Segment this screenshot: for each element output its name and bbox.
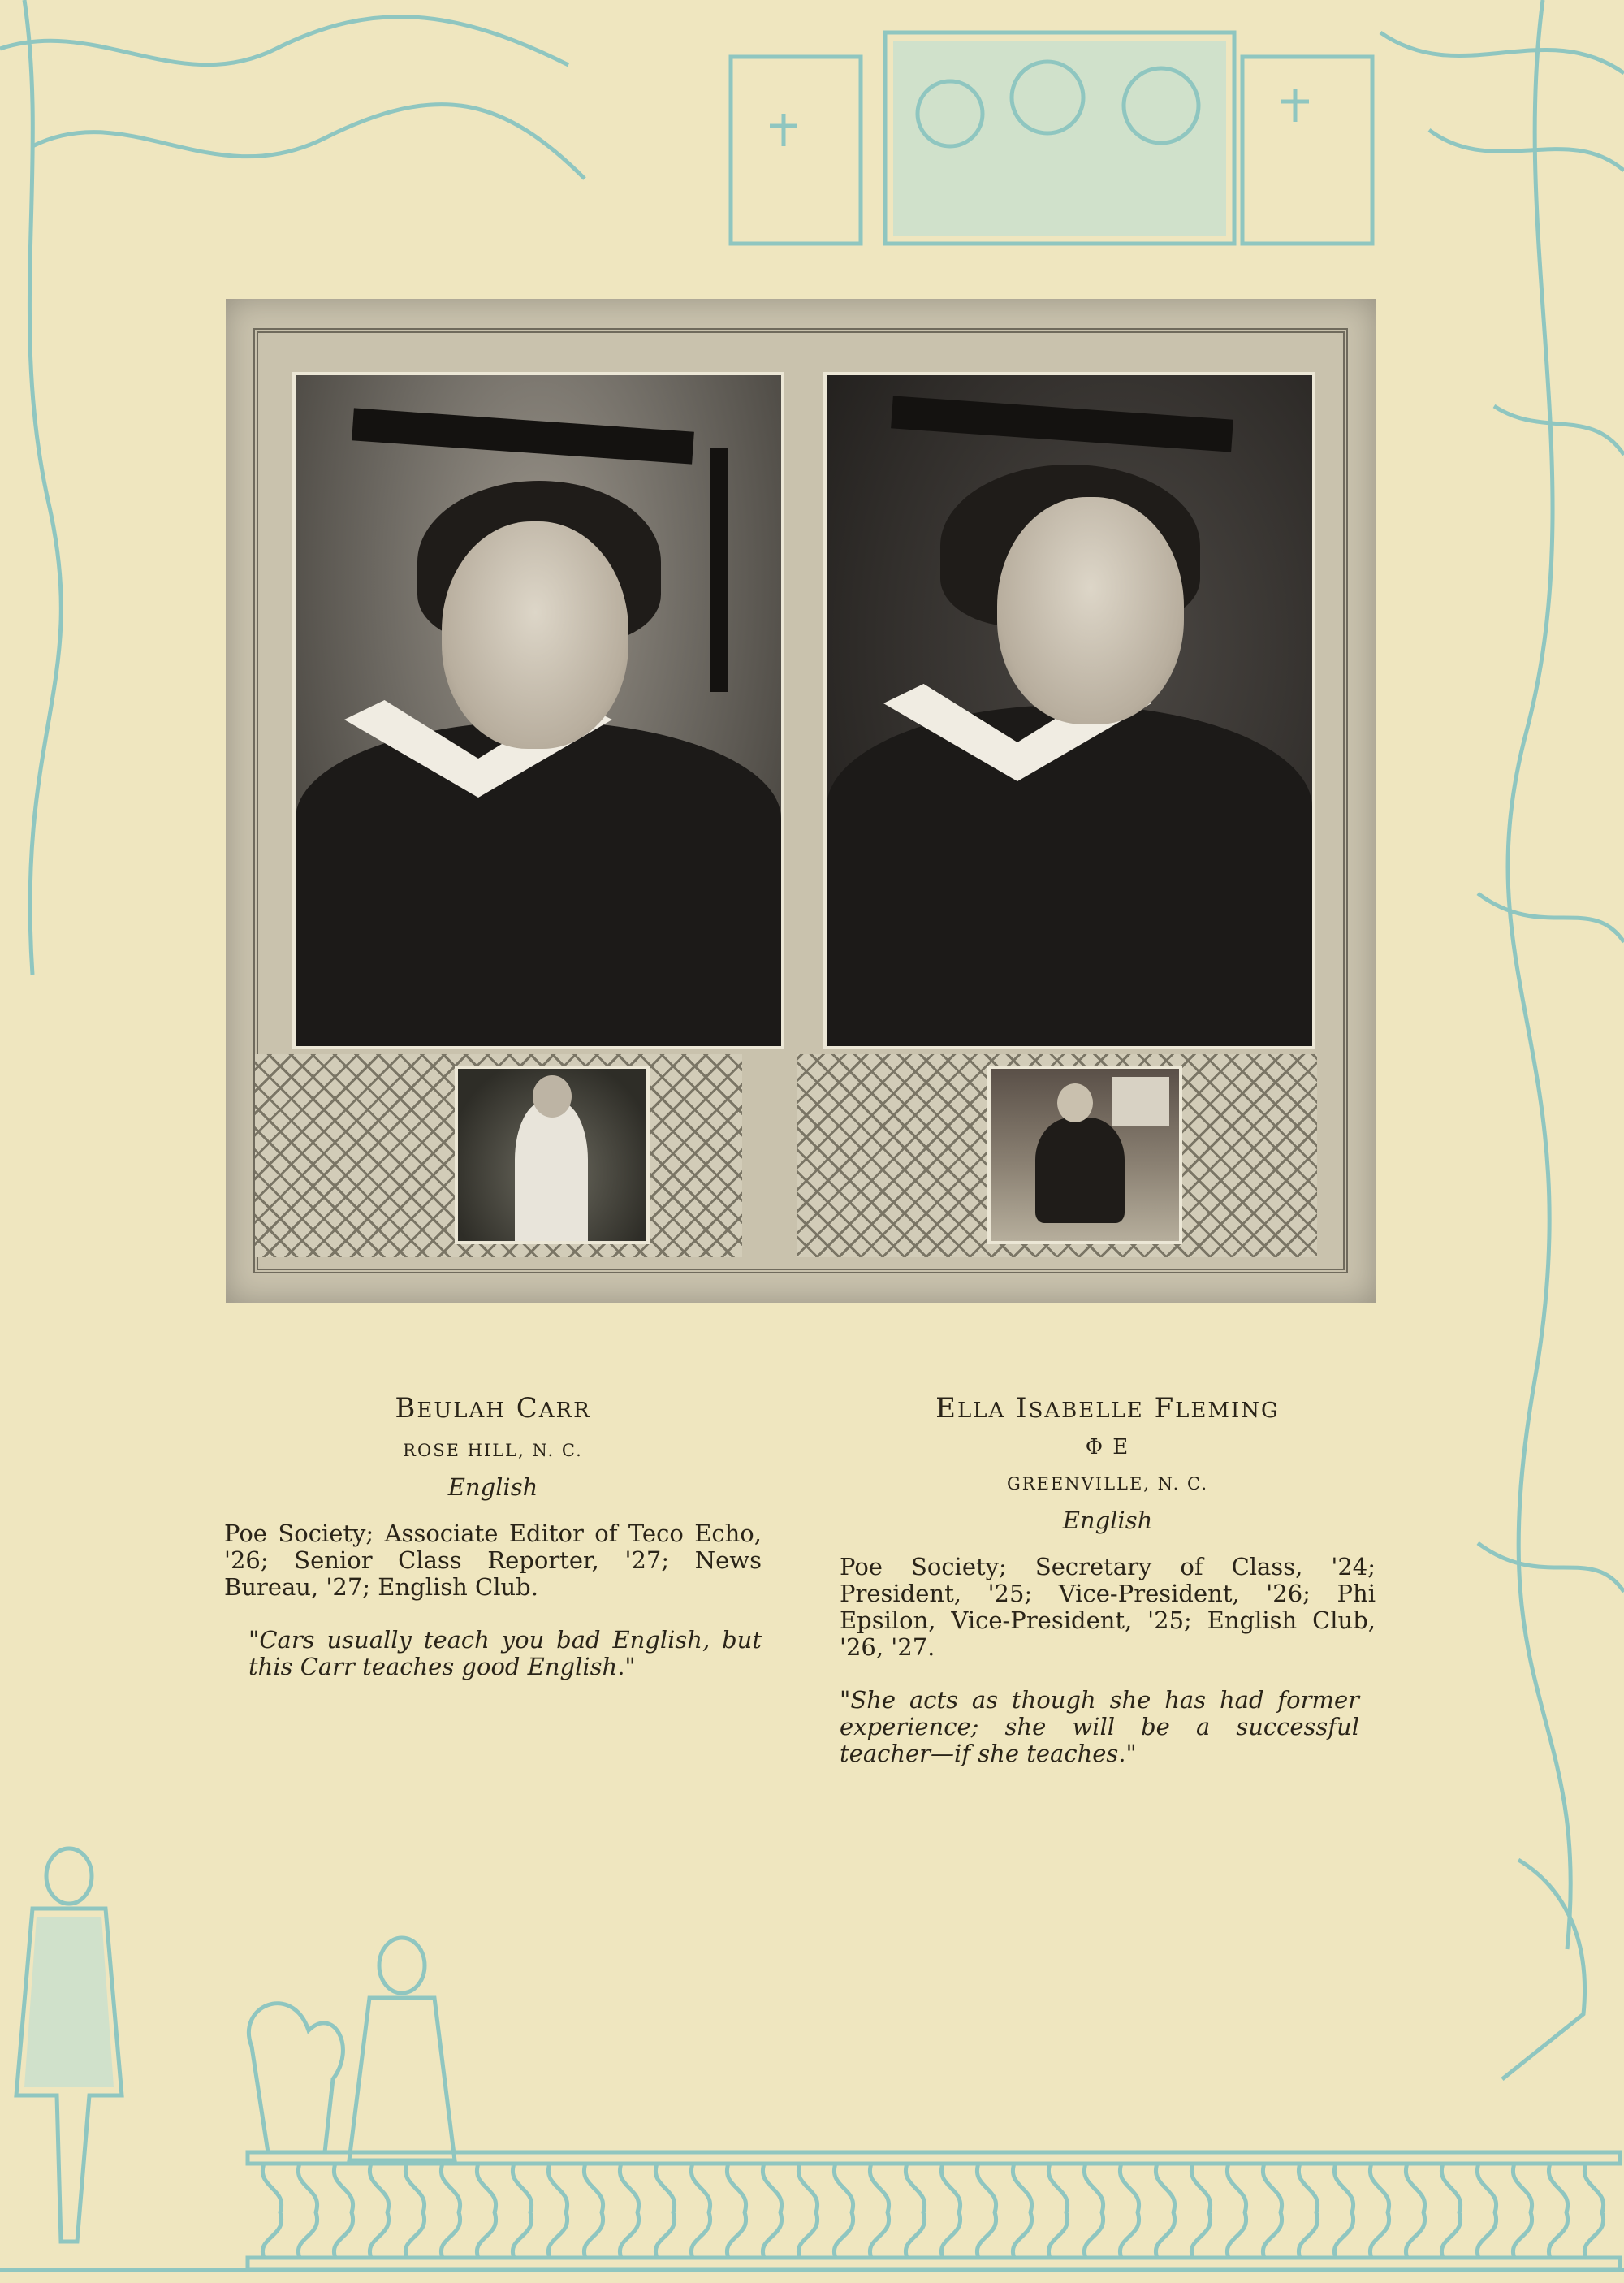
portrait-beulah-carr — [292, 372, 784, 1049]
name-initial: C — [516, 1392, 539, 1425]
department: English — [1062, 1507, 1153, 1534]
figure-seated — [1035, 1118, 1125, 1223]
baluster — [1013, 2164, 1031, 2258]
baluster — [798, 2164, 817, 2258]
baluster — [655, 2164, 674, 2258]
student-entry-beulah-carr — [224, 1392, 762, 1680]
baluster — [1155, 2164, 1174, 2258]
baluster — [1441, 2164, 1460, 2258]
senior-quote: "She acts as though she has had former experience; she will be a successful teacher—if she teaches." — [840, 1686, 1359, 1767]
snapshot-beulah-carr — [455, 1066, 650, 1244]
baluster — [1263, 2164, 1281, 2258]
face — [442, 521, 628, 749]
baluster-row — [248, 2164, 1620, 2261]
figure-white-dress — [515, 1101, 588, 1244]
baluster — [1048, 2164, 1067, 2258]
portrait-ella-isabelle-fleming — [823, 372, 1315, 1049]
top-foliage-decoration — [0, 17, 1624, 244]
building-window — [1112, 1077, 1169, 1126]
activities: Poe Society; Secretary of Class, '24; President, '25; Vice-President, '26; Phi Epsilon, Vice-President, '25; English Club, '26, '27. — [840, 1553, 1376, 1661]
snapshot-ella-isabelle-fleming — [987, 1066, 1182, 1244]
baluster — [1406, 2164, 1424, 2258]
baluster — [1370, 2164, 1389, 2258]
baluster — [1298, 2164, 1317, 2258]
baluster — [1334, 2164, 1353, 2258]
baluster — [548, 2164, 567, 2258]
baluster — [369, 2164, 388, 2258]
left-vine-decoration — [24, 0, 61, 975]
baluster — [762, 2164, 781, 2258]
baluster — [620, 2164, 638, 2258]
baluster — [1191, 2164, 1210, 2258]
baluster — [298, 2164, 317, 2258]
name-initial: B — [395, 1392, 417, 1425]
activities: Poe Society; Associate Editor of Teco Echo, '26; Senior Class Reporter, '27; News Bureau, '27; English Club. — [224, 1520, 762, 1601]
department: English — [447, 1473, 538, 1501]
baluster — [1584, 2164, 1603, 2258]
name-rest: SABELLE — [1028, 1399, 1144, 1423]
student-name — [224, 1392, 762, 1425]
baluster — [477, 2164, 495, 2258]
name-rest: EULAH — [417, 1399, 506, 1423]
senior-quote: "Cars usually teach you bad English, but this Carr teaches good English." — [248, 1626, 762, 1680]
baluster — [870, 2164, 888, 2258]
name-initial: E — [935, 1392, 957, 1425]
hometown: ROSE HILL, N. C. — [403, 1441, 583, 1460]
name-initial: I — [1016, 1392, 1029, 1425]
right-tree-decoration — [1478, 0, 1624, 1949]
baluster — [1513, 2164, 1531, 2258]
society-letters: Φ E — [1085, 1435, 1130, 1459]
name-rest: LEMING — [1175, 1399, 1280, 1423]
baluster — [977, 2164, 996, 2258]
baluster — [512, 2164, 531, 2258]
face — [997, 497, 1184, 724]
name-rest: LLA — [957, 1399, 1006, 1423]
name-initial: F — [1154, 1392, 1176, 1425]
baluster — [1120, 2164, 1138, 2258]
baluster — [691, 2164, 710, 2258]
baluster — [834, 2164, 853, 2258]
baluster — [262, 2164, 281, 2258]
baluster — [905, 2164, 924, 2258]
baluster — [405, 2164, 424, 2258]
hometown: GREENVILLE, N. C. — [1006, 1474, 1209, 1494]
figure-head — [1057, 1083, 1093, 1122]
baluster — [727, 2164, 745, 2258]
baluster — [584, 2164, 603, 2258]
baluster — [1477, 2164, 1496, 2258]
student-name — [840, 1392, 1376, 1425]
photo-frame — [226, 299, 1376, 1303]
graduation-gown — [296, 721, 781, 1046]
graduation-gown — [827, 705, 1312, 1046]
baluster — [1084, 2164, 1103, 2258]
cap-tassel — [710, 448, 728, 692]
mortarboard-cap — [352, 408, 694, 464]
student-entry-ella-isabelle-fleming — [840, 1392, 1376, 1767]
baluster — [334, 2164, 352, 2258]
baluster — [1227, 2164, 1246, 2258]
baluster — [941, 2164, 960, 2258]
baluster — [441, 2164, 460, 2258]
baluster — [1548, 2164, 1567, 2258]
figure-head — [533, 1075, 572, 1118]
name-rest: ARR — [538, 1399, 591, 1423]
mortarboard-cap — [891, 396, 1233, 452]
